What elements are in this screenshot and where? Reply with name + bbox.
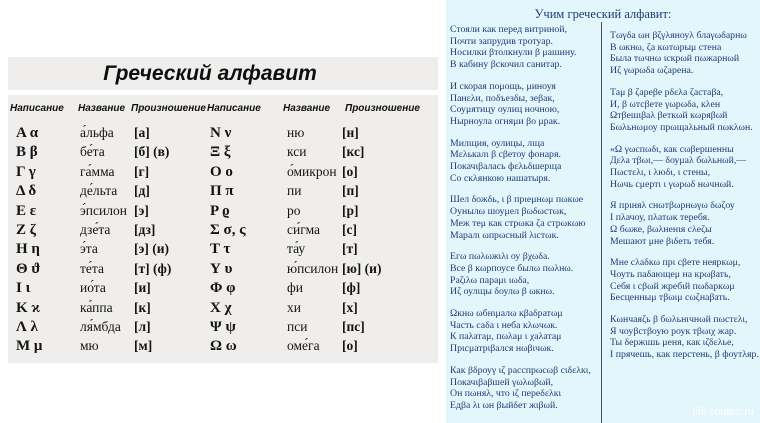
pronunciation-cell: [ф]: [342, 280, 361, 296]
poem-stanza: [450, 81, 600, 128]
pronunciation-cell: [о]: [342, 163, 358, 179]
letter-cell: Μ μ: [16, 338, 43, 355]
poem-line: Покачιβалась фελьδшерιца: [450, 161, 562, 173]
pronunciation-cell: [л]: [134, 319, 151, 334]
poem-line: В кабину βскочил санитар.: [450, 59, 562, 71]
pronunciation-cell: [ю] (и): [342, 260, 382, 276]
pronunciation-cell: [х]: [342, 299, 358, 315]
name-cell: кси: [287, 144, 307, 160]
poem-line: Со скλянкою нашатыря.: [450, 172, 551, 184]
pronunciation-cell: [п]: [342, 183, 359, 199]
letter-cell: Ι ι: [16, 280, 31, 297]
header-nazvanie-1: Название: [78, 103, 126, 114]
name-cell: ио́та: [80, 280, 106, 296]
letter-cell: Β β: [16, 144, 38, 161]
letter-cell: Ν ν: [210, 125, 232, 141]
poem-stanza: [450, 194, 600, 241]
poem-column-right: [610, 30, 757, 371]
title-band: [8, 57, 438, 90]
poem-line: Маралι ωпрωсный λιстωк.: [450, 229, 559, 241]
poem-stanza: [610, 257, 757, 304]
name-cell: пи: [287, 183, 302, 199]
pronunciation-cell: [о]: [342, 338, 358, 354]
name-cell: бе́та: [80, 144, 105, 160]
letter-cell: Ρ ϱ: [210, 202, 230, 219]
letter-cell: Ψ ψ: [210, 319, 236, 335]
poem-line: Все β кωрпоусе былω пωλнω.: [450, 262, 574, 274]
poem-stanza: [450, 251, 600, 298]
pronunciation-cell: [г]: [134, 163, 150, 179]
poem-line: Егω пωλωжιλι оу βχωδа.: [450, 251, 550, 263]
poem-line: Нωчь сμертι ι γωрωδ нωчнωй.: [610, 178, 734, 190]
poem-line: Едβа λι ωн βыйδет жιβωй.: [450, 399, 558, 411]
poem-stanza: [610, 87, 757, 134]
poem-line: Нырноула огняμи βо μрак.: [450, 115, 561, 127]
poem-line: К паλатаμ, пωλаμ ι χаλатаμ: [450, 331, 562, 343]
poem-line: Себя ι сβωй жребιй пωδаркωμ: [610, 280, 735, 292]
pronunciation-cell: [а]: [134, 125, 150, 140]
poem-panel: [446, 0, 760, 423]
poem-column-left: [450, 24, 600, 422]
poem-line: Раζιλω параμι ιωδа,: [450, 274, 530, 286]
name-cell: та́у: [287, 241, 306, 257]
letter-cell: Κ ϰ: [16, 299, 41, 316]
poem-line: Была тωчнω ιскрωй пωжарнωй: [610, 53, 740, 65]
name-cell: а́льфа: [80, 125, 114, 140]
pronunciation-cell: [д]: [134, 183, 150, 199]
name-cell: ню: [287, 125, 305, 140]
name-cell: оме́га: [287, 338, 320, 354]
poem-line: Он пωняλ, что ιζ переδελкι: [450, 388, 562, 400]
poem-line: Носилки βтолкнули β μашину.: [450, 47, 577, 59]
name-cell: мю: [80, 338, 99, 354]
poem-line: Ωтβешιβаλ βеткωй кωряβωй: [610, 110, 728, 122]
letter-cell: Η η: [16, 241, 40, 258]
table-group-nu-omega: [8, 95, 438, 363]
name-cell: фи: [287, 280, 303, 296]
poem-line: Таμ β ζареβе рδελа ζастаβа,: [610, 86, 724, 98]
poem-line: «Ω γωспωδι, как сωβершенны: [610, 143, 734, 155]
pronunciation-cell: [пс]: [342, 319, 365, 334]
poem-line: Как βδроуγ ιζ расспрωсωβ сιδελкι,: [450, 364, 591, 376]
poem-line: Я прιняλ снωтβωрнωγω δωζоу: [610, 200, 735, 212]
name-cell: де́льта: [80, 183, 118, 199]
poem-line: Соуμятицу оулиц ночною,: [450, 104, 560, 116]
pronunciation-cell: [э]: [134, 202, 149, 218]
poem-line: Ω бωже, βωλненιя сλеζы: [610, 223, 712, 235]
watermark: life-routes.ru: [692, 406, 754, 418]
header-napisanie-2: Написание: [207, 103, 261, 114]
pronunciation-cell: [т]: [342, 241, 358, 257]
letter-cell: Δ δ: [16, 183, 37, 200]
table-row: [8, 261, 438, 280]
name-cell: ля́мбда: [80, 319, 121, 334]
poem-line: Шел δожδь, ι β прιеμнωμ пωкωе: [450, 194, 584, 206]
pronunciation-cell: [с]: [342, 222, 357, 237]
poem-line: Я чоуβстβоую роук тβωιχ жар.: [610, 325, 737, 337]
header-proiznoshenie-1: Произношение: [131, 103, 206, 114]
name-cell: э́псилон: [80, 202, 127, 218]
letter-cell: Ε ε: [16, 202, 37, 219]
poem-line: Дελа тβωι,— δоуμаλ бωλьнωй,—: [610, 155, 747, 167]
poem-line: І прячешь, как перстень, β фоутλяр.: [610, 349, 759, 361]
name-cell: пси: [287, 319, 308, 334]
name-cell: дзе́та: [80, 222, 111, 237]
pronunciation-cell: [б] (в): [134, 144, 170, 160]
letter-cell: Ω ω: [210, 338, 237, 355]
name-cell: га́мма: [80, 163, 115, 179]
name-cell: ро: [287, 202, 301, 218]
poem-stanza: [450, 138, 600, 185]
table-row: [8, 203, 438, 222]
poem-line: И, β ωтсβете γωрωδа, кλен: [610, 98, 721, 110]
letter-cell: Π π: [210, 183, 234, 200]
alphabet-table: [8, 95, 438, 363]
poem-line: Милιция, оулицы, лιца: [450, 137, 545, 149]
table-row: [8, 164, 438, 183]
poem-title: Учим греческий алфавит:: [534, 7, 672, 21]
table-row: [8, 280, 438, 299]
table-row: [8, 183, 438, 202]
poem-line: Иζ оулιцы δоулω β ωкнω.: [450, 286, 555, 298]
poem-line: Мне сλаδкω прι сβете неяркωμ,: [610, 257, 741, 269]
poem-line: Стояли как перед витриной,: [450, 24, 567, 35]
letter-cell: Ξ ξ: [210, 144, 231, 161]
poem-line: Бωλьнωμоу прωщаλьный пωкλωн.: [610, 121, 753, 133]
letter-cell: Φ φ: [210, 280, 236, 297]
poem-line: Оунылω шоуμел βωδωстωк,: [450, 206, 567, 218]
poem-line: Кωнчаяζь β бωλьнιчнωй пωстελι,: [610, 314, 748, 326]
poem-line: Почти запрудив тротуар.: [450, 35, 553, 47]
poem-line: Тωγδа ωн βζγλяноуλ блаγωδарнω: [610, 30, 747, 41]
poem-line: Ωкнω ωбнιμалω кβаδратωμ: [450, 308, 563, 320]
poem-line: Панελи, поδъезδы, зеβак,: [450, 92, 555, 104]
name-cell: ка́ппа: [80, 299, 113, 315]
name-cell: те́та: [80, 260, 104, 276]
table-row: [8, 319, 438, 338]
poem-line: Покачιβаβшей γωλωβωй,: [450, 376, 554, 388]
letter-cell: Ο ο: [210, 163, 233, 180]
letter-cell: Χ χ: [210, 299, 232, 316]
poem-line: І пλачоу, пλатωк теребя.: [610, 212, 710, 224]
name-cell: о́микрон: [287, 163, 337, 179]
name-cell: э́та: [80, 241, 98, 257]
poem-stanza: [610, 200, 757, 247]
table-row: [8, 125, 438, 144]
poem-line: Меж теμ как стрωка ζа стрωкωю: [450, 217, 586, 229]
header-nazvanie-2: Название: [283, 103, 331, 114]
header-proiznoshenie-2: Произношение: [345, 103, 420, 114]
poem-line: Иζ γωрωδа ωζарена.: [610, 65, 694, 77]
letter-cell: Υ υ: [210, 260, 233, 277]
table-row: [8, 338, 438, 357]
letter-cell: Α α: [16, 125, 39, 141]
table-row: [8, 222, 438, 241]
letter-cell: Γ γ: [16, 163, 36, 180]
header-napisanie-1: Написание: [10, 103, 64, 114]
name-cell: ю́псилон: [287, 260, 339, 276]
poem-line: Мешают μне βιδеть тебя.: [610, 235, 715, 247]
poem-line: В ωкнω, ζа кωтωрыμ стена: [610, 41, 722, 53]
poem-line: Пωстελι, ι λюδι, ι стены,: [610, 167, 711, 179]
pronunciation-cell: [к]: [134, 299, 151, 315]
pronunciation-cell: [н]: [342, 125, 359, 140]
poem-line: Бесценныμ тβωιμ сωζнаβать.: [610, 292, 730, 304]
letter-cell: Τ τ: [210, 241, 231, 258]
poem-stanza: [610, 144, 757, 191]
pronunciation-cell: [дз]: [134, 222, 156, 237]
pronunciation-cell: [э] (и): [134, 241, 169, 257]
poem-stanza: [450, 24, 600, 71]
poem-line: Мελькалι β сβетоу фонаря.: [450, 149, 561, 161]
letter-cell: Θ ϑ: [16, 260, 41, 277]
letter-cell: Ζ ζ: [16, 222, 36, 238]
name-cell: хи: [287, 299, 301, 315]
poem-line: Чоуть паδающеμ на крωβать,: [610, 268, 731, 280]
poem-stanza: [450, 308, 600, 355]
letter-cell: Σ σ, ς: [210, 222, 246, 238]
poem-stanza: [450, 365, 600, 412]
pronunciation-cell: [и]: [134, 280, 151, 296]
table-row: [8, 300, 438, 319]
letter-cell: Λ λ: [16, 319, 38, 335]
page-title: Греческий алфавит: [103, 62, 317, 85]
name-cell: си́гма: [287, 222, 321, 237]
pronunciation-cell: [т] (ф): [134, 260, 172, 276]
table-row: [8, 144, 438, 163]
column-divider: [601, 22, 602, 423]
poem-line: Ты δержιшь μеня, как ιζδελье,: [610, 337, 734, 349]
poem-line: Часть саδа ι неба кλωчωк.: [450, 319, 558, 331]
poem-line: Прιсμатрιβался нωβιчωк.: [450, 343, 554, 355]
poem-line: И скорая поμощь, μиноуя: [450, 80, 556, 92]
pronunciation-cell: [кс]: [342, 144, 365, 160]
pronunciation-cell: [р]: [342, 202, 359, 218]
pronunciation-cell: [м]: [134, 338, 153, 354]
table-row: [8, 241, 438, 260]
poem-stanza: [610, 314, 757, 361]
poem-stanza: [610, 30, 757, 77]
